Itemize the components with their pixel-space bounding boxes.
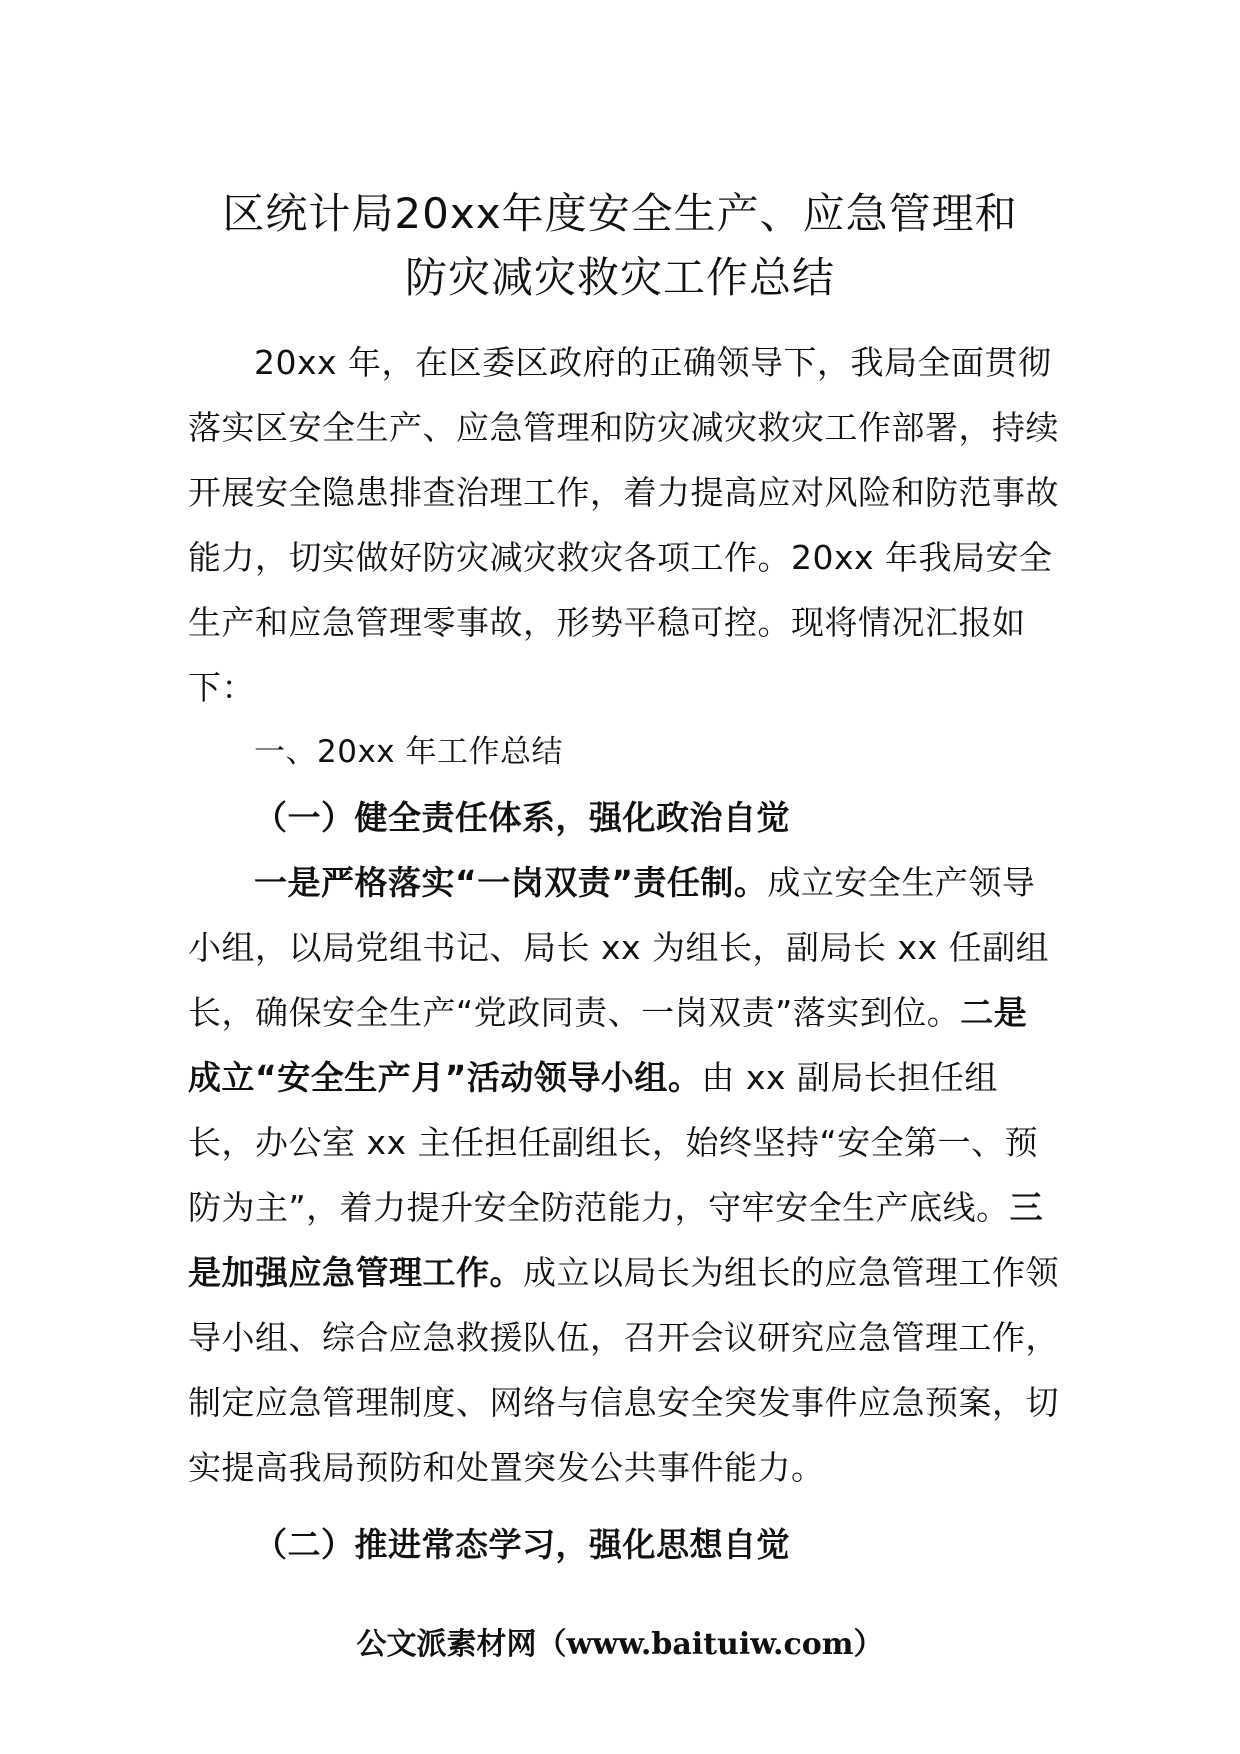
- item-2-lead: 二是成立“安全生产月”活动领导小组。: [188, 993, 1028, 1097]
- item-3-lead: 三是加强应急管理工作。: [188, 1188, 1044, 1292]
- document-title-line-2: 防灾减灾救灾工作总结: [404, 253, 835, 302]
- item-1-text: 成立安全生产领导小组，以局党组书记、局长 xx 为组长，副局长 xx 任副组长，确保安全生产“党政同责、一岗双责”落实到位。: [188, 863, 1050, 1032]
- item-3-text: 成立以局长为组长的应急管理工作领导小组、综合应急救援队伍，召开会议研究应急管理工作，制定应急管理制度、网络与信息安全突发事件应急预案，切实提高我局预防和处置突发公共事件能力。: [188, 1253, 1059, 1487]
- item-2-text: 由 xx 副局长担任组长，办公室 xx 主任担任副组长，始终坚持“安全第一、预防为主”，着力提升安全防范能力，守牢安全生产底线。: [188, 1058, 1039, 1227]
- item-1-lead: 一是严格落实“一岗双责”责任制。: [254, 863, 768, 902]
- section-1-heading: （一）健全责任体系，强化政治自觉: [254, 798, 790, 837]
- document-title-line-1: 区统计局20xx年度安全生产、应急管理和: [222, 189, 1018, 238]
- part-1-heading: 一、20xx 年工作总结: [254, 734, 563, 770]
- footer-watermark: 公文派素材网（www.baituiw.com）: [356, 1627, 884, 1662]
- section-1-item-1: [188, 850, 1060, 1500]
- intro-paragraph: 20xx 年，在区委区政府的正确领导下，我局全面贯彻落实区安全生产、应急管理和防灾减灾救灾工作部署，持续开展安全隐患排查治理工作，着力提高应对风险和防范事故能力，切实做好防灾减灾救灾各项工作。20xx 年我局安全生产和应急管理零事故，形势平稳可控。现将情况汇报如下：: [188, 343, 1059, 707]
- section-2-heading: （二）推进常态学习，强化思想自觉: [254, 1525, 790, 1564]
- document-body: [188, 330, 1060, 1500]
